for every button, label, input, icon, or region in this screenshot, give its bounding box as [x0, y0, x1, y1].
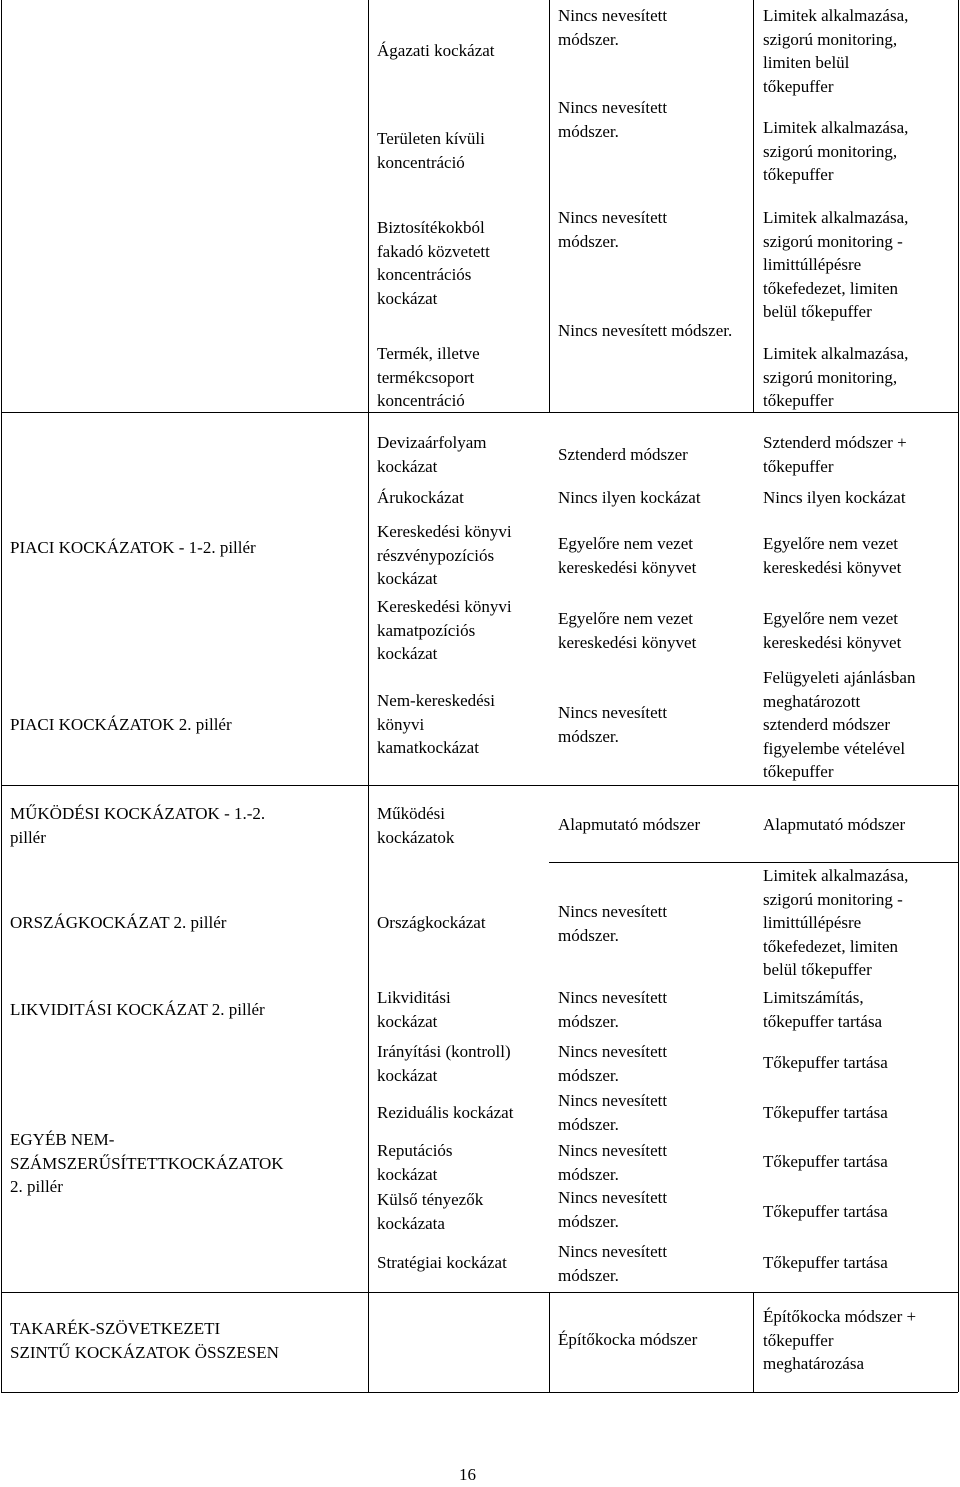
method-aru: Nincs ilyen kockázat: [558, 488, 701, 507]
category-aru: Árukockázat: [377, 488, 464, 507]
treatment-likvid: Limitszámítás, tőkepuffer tartása: [763, 988, 883, 1031]
group-takarek: TAKARÉK-SZÖVETKEZETI SZINTŰ KOCKÁZATOK ÖSSZESEN: [10, 1319, 279, 1362]
category-orszag: Országkockázat: [377, 913, 486, 932]
category-biztositek: Biztosítékokból fakadó közvetett koncentrációs kockázat: [377, 218, 490, 308]
treatment-deviza: Sztenderd módszer + tőkepuffer: [763, 433, 907, 476]
group-egyeb: EGYÉB NEM- SZÁMSZERŰSÍTETTKOCKÁZATOK 2. pillér: [10, 1130, 284, 1196]
treatment-biztositek: Limitek alkalmazása, szigorú monitoring - limittúllépésre tőkefedezet, limiten belül tőkepuffer: [763, 208, 909, 321]
column-divider-method: [549, 0, 550, 412]
column-divider-group: [368, 0, 369, 1392]
category-mukodesi: Működési kockázatok: [377, 804, 455, 847]
category-agazati: Ágazati kockázat: [377, 41, 495, 60]
category-reputacios: Reputációs kockázat: [377, 1141, 453, 1184]
method-nemker: Nincs nevesített módszer.: [558, 703, 668, 746]
group-orszag: ORSZÁGKOCKÁZAT 2. pillér: [10, 913, 227, 932]
treatment-mukodesi: Alapmutató módszer: [763, 815, 906, 834]
method-likvid: Nincs nevesített módszer.: [558, 988, 668, 1031]
method-agazati: Nincs nevesített módszer.: [558, 6, 668, 49]
method-osszesen: Építőkocka módszer: [558, 1330, 698, 1349]
category-deviza: Devizaárfolyam kockázat: [377, 433, 487, 476]
table-border-bottom: [1, 1392, 958, 1393]
method-rezidualis: Nincs nevesített módszer.: [558, 1091, 668, 1134]
treatment-kamatpoz: Egyelőre nem vezet kereskedési könyvet: [763, 609, 902, 652]
page-number: 16: [459, 1465, 476, 1484]
category-strategiai: Stratégiai kockázat: [377, 1253, 507, 1272]
column-divider-treatment: [753, 0, 754, 412]
method-mukodesi: Alapmutató módszer: [558, 815, 701, 834]
method-kamatpoz: Egyelőre nem vezet kereskedési könyvet: [558, 609, 697, 652]
category-nemker: Nem-kereskedési könyvi kamatkockázat: [377, 691, 496, 757]
column-divider-treatment: [753, 1292, 754, 1392]
category-iranyitasi: Irányítási (kontroll) kockázat: [377, 1042, 511, 1085]
treatment-strategiai: Tőkepuffer tartása: [763, 1253, 888, 1272]
treatment-agazati: Limitek alkalmazása, szigorú monitoring, limiten belül tőkepuffer: [763, 6, 909, 96]
treatment-aru: Nincs ilyen kockázat: [763, 488, 906, 507]
treatment-teruleten: Limitek alkalmazása, szigorú monitoring, tőkepuffer: [763, 118, 909, 184]
category-kamatpoz: Kereskedési könyvi kamatpozíciós kockázat: [377, 597, 512, 663]
category-reszveny: Kereskedési könyvi részvénypozíciós kockázat: [377, 522, 512, 588]
treatment-orszag: Limitek alkalmazása, szigorú monitoring - limittúllépésre tőkefedezet, limiten belül tőkepuffer: [763, 866, 909, 979]
group-mukodesi: MŰKÖDÉSI KOCKÁZATOK - 1.-2. pillér: [10, 804, 266, 847]
method-termek: Nincs nevesített módszer.: [558, 321, 733, 340]
category-termek: Termék, illetve termékcsoport koncentráció: [377, 344, 480, 410]
table-border-left: [1, 0, 2, 1392]
treatment-osszesen: Építőkocka módszer + tőkepuffer meghatározása: [763, 1307, 917, 1373]
category-rezidualis: Reziduális kockázat: [377, 1103, 514, 1122]
method-reputacios: Nincs nevesített módszer.: [558, 1141, 668, 1184]
table-border-right: [958, 0, 959, 1392]
method-strategiai: Nincs nevesített módszer.: [558, 1242, 668, 1285]
method-kulso: Nincs nevesített módszer.: [558, 1188, 668, 1231]
category-likvid: Likviditási kockázat: [377, 988, 451, 1031]
treatment-nemker: Felügyeleti ajánlásban meghatározott sztenderd módszer figyelembe vételével tőkepuffer: [763, 668, 916, 781]
treatment-reszveny: Egyelőre nem vezet kereskedési könyvet: [763, 534, 902, 577]
column-divider-method: [549, 1292, 550, 1392]
method-teruleten: Nincs nevesített módszer.: [558, 98, 668, 141]
method-biztositek: Nincs nevesített módszer.: [558, 208, 668, 251]
group-piaci-2: PIACI KOCKÁZATOK 2. pillér: [10, 715, 232, 734]
method-orszag: Nincs nevesített módszer.: [558, 902, 668, 945]
row-divider: [1, 785, 958, 786]
method-reszveny: Egyelőre nem vezet kereskedési könyvet: [558, 534, 697, 577]
group-piaci-1-2: PIACI KOCKÁZATOK - 1-2. pillér: [10, 538, 256, 557]
treatment-termek: Limitek alkalmazása, szigorú monitoring, tőkepuffer: [763, 344, 909, 410]
row-divider: [549, 862, 958, 863]
category-kulso: Külső tényezők kockázata: [377, 1190, 484, 1233]
row-divider: [1, 1292, 958, 1293]
treatment-iranyitasi: Tőkepuffer tartása: [763, 1053, 888, 1072]
group-likvid: LIKVIDITÁSI KOCKÁZAT 2. pillér: [10, 1000, 265, 1019]
method-deviza: Sztenderd módszer: [558, 445, 688, 464]
method-iranyitasi: Nincs nevesített módszer.: [558, 1042, 668, 1085]
treatment-rezidualis: Tőkepuffer tartása: [763, 1103, 888, 1122]
treatment-reputacios: Tőkepuffer tartása: [763, 1152, 888, 1171]
treatment-kulso: Tőkepuffer tartása: [763, 1202, 888, 1221]
category-teruleten: Területen kívüli koncentráció: [377, 129, 485, 172]
